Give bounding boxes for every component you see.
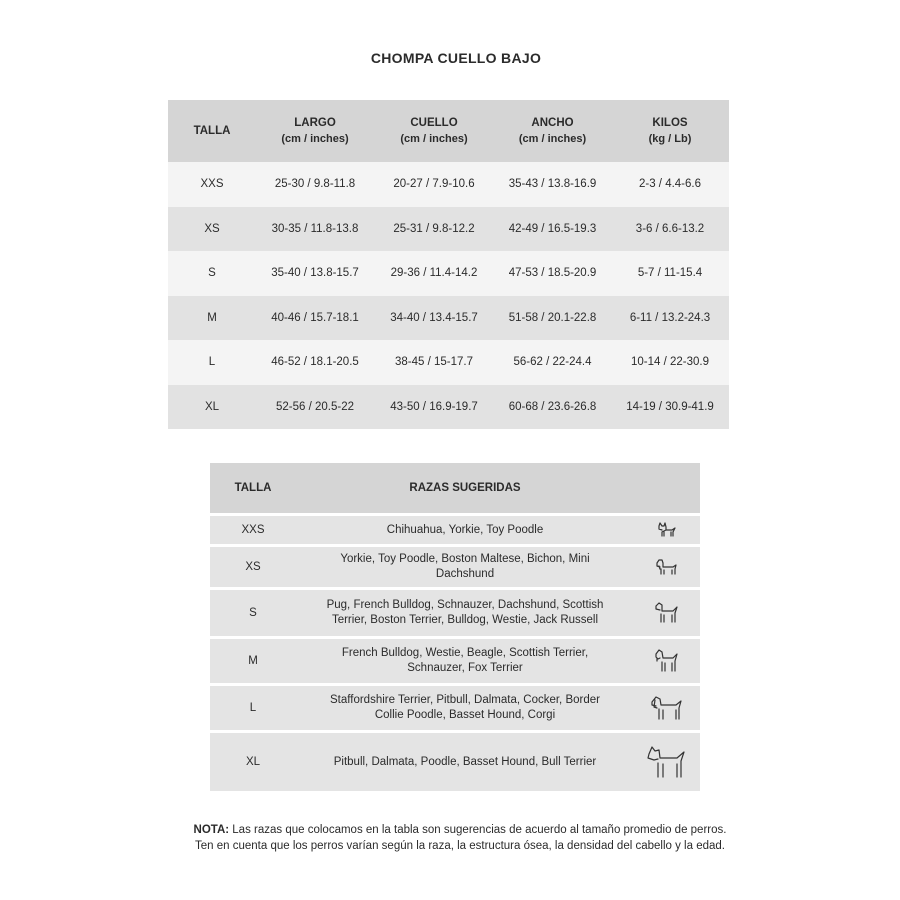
note-line-1 [120,822,800,838]
razas-line: Dachshund [435,568,495,580]
header-talla [168,100,256,162]
header-label: ANCHO [531,117,574,129]
header-icon-spacer [634,463,700,513]
header-label: CUELLO [410,117,458,129]
cell-razas [296,733,634,791]
razas-line: French Bulldog, Westie, Beagle, Scottish Terrier, [341,647,589,659]
breed-table [210,460,700,794]
table-row [210,590,700,636]
header-unit: (cm / inches) [518,133,587,145]
cell-talla: S [210,590,296,636]
header-label: LARGO [294,117,336,129]
razas-line: Pug, French Bulldog, Schnauzer, Dachshund, Scottish [326,599,604,611]
header-kilos [611,100,729,162]
cell-cuello: 20-27 / 7.9-10.6 [374,162,494,207]
table-row [210,639,700,683]
note-text-1: Las razas que colocamos en la tabla son sugerencias de acuerdo al tamaño promedio de perros. [229,824,727,836]
table-row [168,296,729,341]
table-row [168,385,729,430]
note-label: NOTA: [193,824,230,836]
page-title: CHOMPA CUELLO BAJO [370,50,542,66]
header-unit: (kg / Lb) [648,133,692,145]
razas-line: Yorkie, Toy Poodle, Boston Maltese, Bichon, Mini [340,553,590,565]
cell-kilos: 6-11 / 13.2-24.3 [611,296,729,341]
cell-ancho: 51-58 / 20.1-22.8 [494,296,611,341]
small-terrier-dog-icon [634,590,700,636]
cell-talla: XL [210,733,296,791]
header-label: KILOS [652,117,688,129]
header-unit: (cm / inches) [400,133,468,145]
cocker-dog-icon [634,686,700,730]
cell-largo: 40-46 / 15.7-18.1 [256,296,374,341]
cell-cuello: 25-31 / 9.8-12.2 [374,207,494,252]
cell-cuello: 34-40 / 13.4-15.7 [374,296,494,341]
cell-talla: S [168,251,256,296]
table-row [168,207,729,252]
cell-cuello: 38-45 / 15-17.7 [374,340,494,385]
cell-razas [296,686,634,730]
cell-talla: L [210,686,296,730]
cell-talla: XS [210,547,296,587]
table-row [210,686,700,730]
yorkie-dog-icon [634,547,700,587]
cell-largo: 25-30 / 9.8-11.8 [256,162,374,207]
header-talla: TALLA [210,463,296,513]
chihuahua-dog-icon [634,516,700,544]
header-largo [256,100,374,162]
cell-largo: 52-56 / 20.5-22 [256,385,374,430]
cell-talla: L [168,340,256,385]
cell-ancho: 47-53 / 18.5-20.9 [494,251,611,296]
cell-largo: 46-52 / 18.1-20.5 [256,340,374,385]
cell-largo: 30-35 / 11.8-13.8 [256,207,374,252]
razas-line: Chihuahua, Yorkie, Toy Poodle [386,523,544,536]
size-table-header [168,100,729,162]
cell-kilos: 10-14 / 22-30.9 [611,340,729,385]
cell-ancho: 42-49 / 16.5-19.3 [494,207,611,252]
cell-talla: XXS [168,162,256,207]
header-ancho [494,100,611,162]
cell-cuello: 43-50 / 16.9-19.7 [374,385,494,430]
cell-cuello: 29-36 / 11.4-14.2 [374,251,494,296]
header-cuello [374,100,494,162]
table-row [168,340,729,385]
table-row [210,733,700,791]
cell-kilos: 5-7 / 11-15.4 [611,251,729,296]
cell-razas [296,639,634,683]
breed-table-header [210,463,700,513]
razas-line: Schnauzer, Fox Terrier [407,662,523,674]
table-row [168,162,729,207]
footnote [120,822,800,854]
razas-line: Pitbull, Dalmata, Poodle, Basset Hound, Bull Terrier [333,755,597,768]
table-row [210,547,700,587]
cell-kilos: 2-3 / 4.4-6.6 [611,162,729,207]
cell-kilos: 3-6 / 6.6-13.2 [611,207,729,252]
cell-razas [296,547,634,587]
cell-razas [296,516,634,544]
size-table [168,100,729,429]
table-row [168,251,729,296]
cell-ancho: 56-62 / 22-24.4 [494,340,611,385]
note-text-2: Ten en cuenta que los perros varían según la raza, la estructura ósea, la densidad del cabello y la edad. [195,840,725,852]
cell-talla: XL [168,385,256,430]
bull-terrier-dog-icon [634,733,700,791]
cell-ancho: 35-43 / 13.8-16.9 [494,162,611,207]
cell-kilos: 14-19 / 30.9-41.9 [611,385,729,430]
cell-talla: XXS [210,516,296,544]
cell-razas [296,590,634,636]
cell-talla: M [210,639,296,683]
header-unit: (cm / inches) [281,133,349,145]
cell-ancho: 60-68 / 23.6-26.8 [494,385,611,430]
razas-line: Staffordshire Terrier, Pitbull, Dalmata, Cocker, Border [330,694,600,706]
cell-talla: XS [168,207,256,252]
schnauzer-dog-icon [634,639,700,683]
header-razas: RAZAS SUGERIDAS [296,463,634,513]
table-row [210,516,700,544]
razas-line: Collie Poodle, Basset Hound, Corgi [374,709,556,721]
header-label: TALLA [193,125,231,137]
cell-talla: M [168,296,256,341]
razas-line: Terrier, Boston Terrier, Bulldog, Westie, Jack Russell [331,614,599,626]
cell-largo: 35-40 / 13.8-15.7 [256,251,374,296]
